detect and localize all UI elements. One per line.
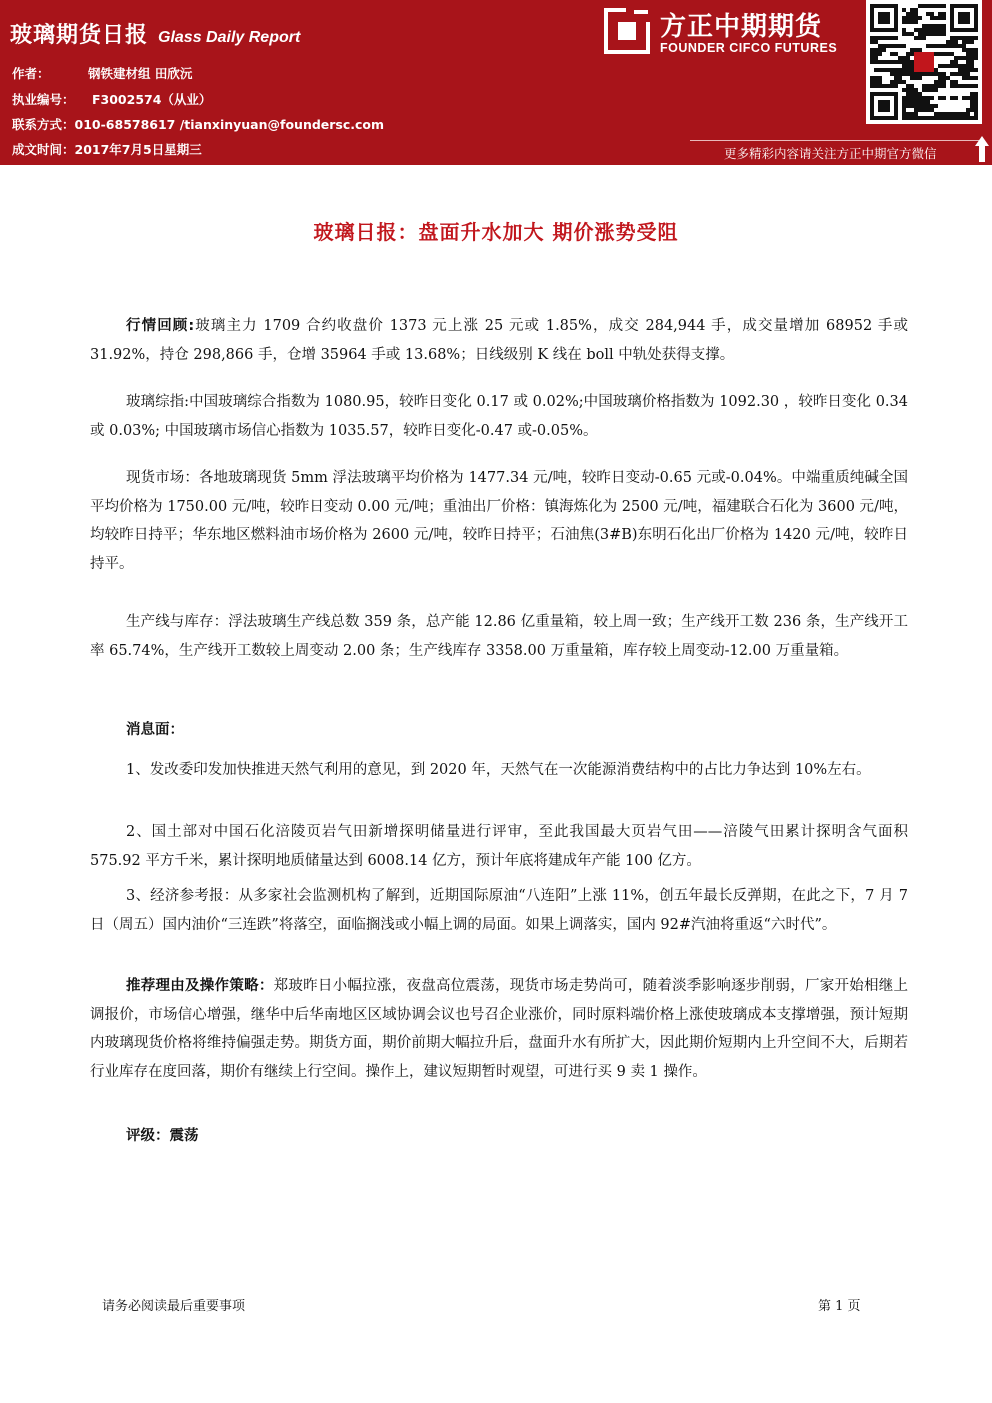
market-review-text: 玻璃主力 1709 合约收盘价 1373 元上涨 25 元或 1.85%，成交 284,944 手，成交量增加 68952 手或 31.92%，持仓 298,866 手，仓增 35964 手或 13.68%；日线级别 K 线在 boll 中轨处获得支撑。 (90, 318, 908, 363)
qr-code-icon (866, 0, 982, 124)
rating-row (126, 1124, 199, 1145)
company-name-en: FOUNDER CIFCO FUTURES (660, 41, 838, 55)
market-review-label: 行情回顾: (126, 318, 195, 334)
news-heading: 消息面： (126, 722, 184, 738)
follow-wechat-text: 更多精彩内容请关注方正中期官方微信 (724, 146, 937, 161)
rating-label: 评级： (126, 1128, 170, 1144)
market-review-paragraph (90, 312, 908, 369)
production-inventory-paragraph: 生产线与库存：浮法玻璃生产线总数 359 条，总产能 12.86 亿重量箱，较上周一致；生产线开工数 236 条，生产线开工率 65.74%，生产线开工数较上周变动 2.00 条；生产线库存 3358.00 万重量箱，库存较上周变动-12.00 万重量箱。 (90, 614, 908, 659)
news-item-1: 1、发改委印发加快推进天然气利用的意见，到 2020 年，天然气在一次能源消费结构中的占比力争达到 10%左右。 (126, 762, 871, 778)
license-label: 执业编号： (12, 92, 75, 107)
glass-index-paragraph: 玻璃综指:中国玻璃综合指数为 1080.95，较昨日变化 0.17 或 0.02%;中国玻璃价格指数为 1092.30 ，较昨日变化 0.34 或 0.03%; 中国玻璃市场信心指数为 1035.57，较昨日变化-0.47 或-0.05%。 (90, 394, 908, 439)
report-header (0, 0, 992, 165)
contact-row (12, 115, 384, 133)
license-row (12, 90, 211, 108)
company-logo-icon (604, 8, 650, 54)
news-item-2: 2、国土部对中国石化涪陵页岩气田新增探明储量进行评审，至此我国最大页岩气田——涪陵气田累计探明含气面积 575.92 平方千米，累计探明地质储量达到 6008.14 亿方，预计年底将建成年产能 100 亿方。 (90, 824, 908, 869)
company-name-cn: 方正中期期货 (660, 12, 823, 42)
report-title (10, 18, 300, 49)
date-value: 2017年7月5日星期三 (74, 142, 202, 157)
news-item-3: 3、经济参考报：从多家社会监测机构了解到，近期国际原油“八连阳”上涨 11%，创五年最长反弹期，在此之下，7 月 7 日（周五）国内油价“三连跌”将落空，面临搁浅或小幅上调的局面。如果上调落实，国内 92#汽油将重返“六时代”。 (90, 888, 908, 933)
spot-market-paragraph: 现货市场：各地玻璃现货 5mm 浮法玻璃平均价格为 1477.34 元/吨，较昨日变动-0.65 元或-0.04%。中端重质纯碱全国平均价格为 1750.00 元/吨，较昨日变动 0.00 元/吨；重油出厂价格：镇海炼化为 2500 元/吨，福建联合石化为 3600 元/吨，均较昨日持平；华东地区燃料油市场价格为 2600 元/吨，较昨日持平；石油焦(3#B)东明石化出厂价格为 1420 元/吨，较昨日持平。 (90, 470, 908, 572)
date-label: 成文时间： (12, 142, 75, 157)
strategy-text: 郑玻昨日小幅拉涨，夜盘高位震荡，现货市场走势尚可，随着淡季影响逐步削弱，厂家开始相继上调报价，市场信心增强，继华中后华南地区区域协调会议也号召企业涨价，同时原料端价格上涨使玻璃成本支撑增强，预计短期内玻璃现货价格将维持偏强走势。期货方面，期价前期大幅拉升后，盘面升水有所扩大，因此期价短期内上升空间不大，后期若行业库存在度回落，期价有继续上行空间。操作上，建议短期暂时观望，可进行买 9 卖 1 操作。 (90, 978, 909, 1080)
author-value: 钢铁建材组 田欣沅 (88, 66, 193, 81)
author-label: 作者： (12, 66, 50, 81)
contact-value: 010-68578617 /tianxinyuan@foundersc.com (74, 117, 385, 132)
contact-label: 联系方式： (12, 117, 75, 132)
report-title-en: Glass Daily Report (158, 29, 301, 46)
header-divider (690, 140, 980, 141)
license-value: F3002574（从业） (92, 92, 212, 107)
main-title: 玻璃日报：盘面升水加大 期价涨势受阻 (313, 220, 679, 244)
author-row (12, 64, 192, 82)
page-number: 第 1 页 (818, 1299, 861, 1314)
report-title-cn: 玻璃期货日报 (10, 23, 149, 48)
footer-notice: 请务必阅读最后重要事项 (102, 1299, 246, 1314)
strategy-paragraph (90, 972, 908, 1086)
strategy-label: 推荐理由及操作策略： (126, 978, 274, 994)
date-row (12, 140, 202, 158)
up-arrow-icon (975, 136, 989, 162)
rating-value: 震荡 (169, 1128, 199, 1144)
